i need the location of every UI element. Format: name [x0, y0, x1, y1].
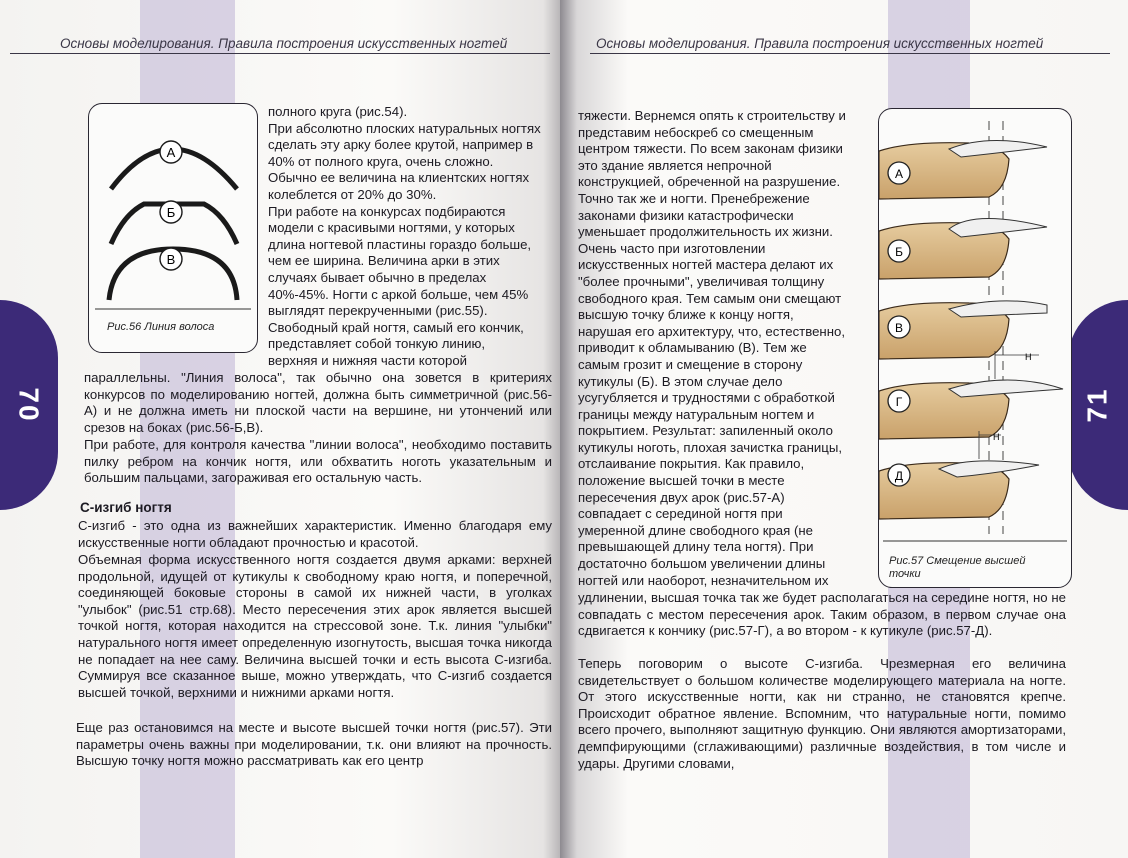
figure-56 — [88, 103, 258, 353]
left-para-1 — [268, 104, 552, 370]
text-line: "более прочными", увеличивая толщину — [578, 273, 825, 289]
left-running-head: Основы моделирования. Правила построения искусственных ногтей — [60, 36, 508, 51]
text-line: сделать эту арку более крутой, например в — [268, 137, 534, 153]
left-para-3: При работе, для контроля качества "линии волоса", необходимо поставить пилку ребром на кончик ногтя, или обхватить ноготь указательным и большим пальцами, загораживая его остальную часть. — [84, 437, 552, 486]
text-line: границы между натуральным ногтем и — [578, 406, 815, 422]
text-line: случаях бывает обычно в пределах — [268, 269, 487, 285]
figure-57 — [878, 108, 1072, 588]
left-para-6: Еще раз остановимся на месте и высоте высшей точки ногтя (рис.57). Эти параметры очень важны при моделировании, т.к. они влияют на прочность. Высшую точку ногтя можно рассматривать как его центр — [76, 720, 552, 769]
text-line: верхняя и нижняя части которой — [268, 352, 468, 368]
text-line: уменьшает продолжительность их жизни. — [578, 224, 833, 240]
right-page-number-tab — [1068, 300, 1128, 510]
text-line: искусственных ногтей мастера делают их — [578, 257, 834, 273]
left-page — [0, 0, 560, 858]
text-line: законами физики катастрофически — [578, 207, 794, 223]
text-line: При абсолютно плоских натуральных ногтях — [268, 120, 541, 136]
fig56-label-b: Б — [166, 205, 176, 220]
right-para-1 — [578, 108, 864, 589]
fig57-label-c: В — [894, 321, 904, 335]
right-para-2: удлинении, высшая точка так же будет располагаться на середине ногтя, но не совпадать с местом пересечения арок. Таким образом, в первом случае она сдвигается к кончику (рис.57-Г), а во втором - к кутикуле (рис.57-Д). — [578, 590, 1066, 639]
text-line: умеренной длине свободного края (не — [578, 522, 813, 538]
text-line: представляет собой тонкую линию, — [268, 336, 486, 352]
left-para-4: С-изгиб - это одна из важнейших характеристик. Именно благодаря ему искусственные ногти обладают прочностью и красотой. — [78, 518, 552, 550]
left-page-number: 70 — [14, 387, 45, 423]
right-para-3: Теперь поговорим о высоте С-изгиба. Чрезмерная его величина свидетельствует о большом количестве моделирующего материала на ногте. От этого искусственные ногти, как ни странно, не становятся крепче. Происходит обратное явление. Вспомним, что натуральные ногти, помимо всего прочего, выполняют защитную функцию. Они являются амортизаторами, демпфирующими (сглаживающими) различные воздействия, в том числе и удары. Другими словами, — [578, 656, 1066, 771]
text-line: высшую точку ближе к концу ногтя, — [578, 307, 794, 323]
text-line: полного круга (рис.54). — [268, 104, 408, 119]
right-page-number: 71 — [1082, 387, 1113, 423]
text-line: Очень часто при изготовлении — [578, 240, 766, 256]
text-line: достаточно большом увеличении длины — [578, 556, 826, 572]
text-line: центром тяжести. По всем законам физики — [578, 141, 843, 157]
text-line: Свободный край ногтя, самый его кончик, — [268, 319, 524, 335]
text-line: покрытием. Результат: запиленный около — [578, 423, 833, 439]
text-line: нарушая его архитектуру, что, естественно, — [578, 323, 845, 339]
section-heading: С-изгиб ногтя — [80, 500, 172, 515]
text-line: длина ногтевой пластины гораздо больше, — [268, 236, 532, 252]
text-line: колеблется от 20% до 30%. — [268, 186, 437, 202]
fig56-label-c: В — [166, 252, 176, 267]
text-line: пересечения двух арок (рис.57-А) — [578, 489, 785, 505]
right-running-head: Основы моделирования. Правила построения искусственных ногтей — [596, 36, 1044, 51]
text-line: приводит к обламыванию (В). Тем же — [578, 340, 807, 356]
left-header-rule — [10, 53, 550, 54]
figure-57-caption — [889, 555, 1025, 581]
left-para-5: Объемная форма искусственного ногтя создается двумя арками: верхней продольной, идущей от кутикулы к свободному краю ногтя, и поперечной, соединяющей боковые стороны в самой их нижней части, в уголках "улыбок" (рис.51 стр.68). Место пересечения этих арок является высшей точкой ногтя, которая находится на стрессовой зоне. Т.к. линия "улыбки" натурального ногтя имеет определенную изогнутость, высшая точка никогда не попадает на нее саму. Величина высшей точки и есть высота С-изгиба. Суммируя все сказанное выше, можно утверждать, что С-изгиб создается высшей точкой, верхними и нижними арками ногтя. — [78, 552, 552, 700]
text-line: тяжести. Вернемся опять к строительству и — [578, 108, 846, 123]
nail-profiles — [879, 109, 1071, 549]
text-line: 40% от полного круга, очень сложно. — [268, 153, 494, 169]
right-page — [560, 0, 1128, 858]
text-line: При работе на конкурсах подбираются — [268, 203, 506, 219]
figure-57-caption-line-2: точки — [889, 568, 921, 580]
text-line: усугубляется и трудностями с обработкой — [578, 390, 835, 406]
text-line: представим небоскреб со смещенным — [578, 124, 814, 140]
figure-56-caption: Рис.56 Линия волоса — [107, 321, 215, 333]
hair-line-arcs — [89, 104, 257, 352]
fig57-label-e: Д — [894, 469, 904, 483]
text-line: отслаивание покрытия. Как правило, — [578, 456, 805, 472]
text-line: чем ее ширина. Величина арки в этих — [268, 253, 500, 269]
right-header-rule — [590, 53, 1110, 54]
fig57-label-a: А — [894, 167, 904, 181]
text-line: кутикулы ноготь, плохая зачистка границы, — [578, 439, 842, 455]
left-page-number-tab — [0, 300, 58, 510]
text-line: 40%-45%. Ногти с аркой больше, чем 45% — [268, 286, 529, 302]
figure-57-caption-line-1: Рис.57 Смещение высшей — [889, 555, 1026, 567]
fig57-label-d: Г — [895, 395, 903, 409]
text-line: самым грозит и смещение в сторону — [578, 356, 803, 372]
text-line: кутикулы (Б). В этом случае дело — [578, 373, 783, 389]
marker-h-1: Н — [1025, 352, 1032, 362]
text-line: модели с красивыми ногтями, у которых — [268, 220, 515, 236]
text-line: Обычно ее величина на клиентских ногтях — [268, 170, 530, 186]
text-line: совпадает с серединой ногтя при — [578, 506, 783, 522]
text-line: это здание является непрочной — [578, 157, 772, 173]
fig57-label-b: Б — [895, 245, 903, 259]
left-para-2: параллельны. "Линия волоса", так обычно она зовется в критериях конкурсов по моделированию ногтей, должна быть симметричной (рис.56-А) и не должна иметь ни плоской части на вершине, ни утончений или срезов на боках (рис.56-Б,В). — [84, 370, 552, 435]
fig56-label-a: А — [166, 145, 176, 160]
text-line: выглядят перекрученными (рис.55). — [268, 303, 488, 319]
text-line: конструкцией, обреченной на разрушение. — [578, 174, 841, 190]
text-line: положение высшей точки в месте — [578, 473, 785, 489]
text-line: превышающей длину тела ногтя). При — [578, 539, 814, 555]
text-line: Точно так же и ногти. Пренебрежение — [578, 190, 810, 206]
text-line: свободного края. Тем самым они смещают — [578, 290, 842, 306]
text-line: ногтей или наоборот, незначительном их — [578, 572, 829, 588]
marker-h-2: Н — [993, 432, 1000, 442]
